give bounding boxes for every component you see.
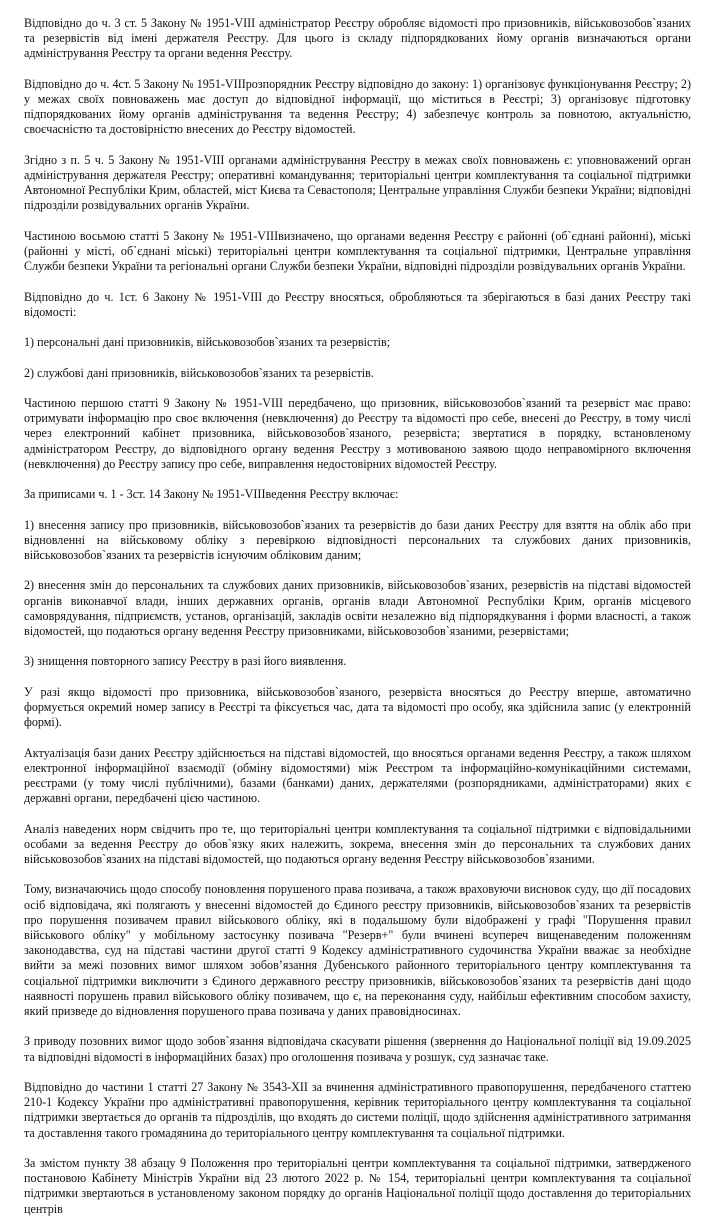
list-item-personal-data: 1) персональні дані призовників, військовозобов`язаних та резервістів; xyxy=(24,335,391,350)
paragraph-police-detention: Відповідно до частини 1 статті 27 Закону № 3543-XII за вчинення адміністративного правопорушення, передбаченого статтею 210-1 Кодексу України про адміністративні правопорушення, керівник територіального центру комплектування та соціальної підтримки звертається до органів та підрозділів, що входять до системи поліції, щодо здійснення адміністративного затримання та доставлення такого громадянина до територіального центру комплектування та соціальної підтримки. xyxy=(24,1079,691,1140)
list-item-service-data: 2) службові дані призовників, військовозобов`язаних та резервістів. xyxy=(24,365,374,380)
paragraph-database-update: Актуалізація бази даних Реєстру здійснюється на підставі відомостей, що вносяться органами ведення Реєстру, а також шляхом електронної інформаційної взаємодії (обміну відомостями) між Реєстром та інформаційно-комунікаційними системами, реєстрами (у тому числі публічними), базами (банками) даних, держателями (розпорядниками, адміністраторами) яких є державні органи, передбачені цією частиною. xyxy=(24,745,691,806)
paragraph-registry-manager: Відповідно до ч. 4ст. 5 Закону № 1951-VIIIрозпорядник Реєстру відповідно до закону: 1) організовує функціонування Реєстру; 2) у межах своїх повноважень має доступ до відповідної інформації, що міститься в Реєстрі; 3) організовує підготовку підпорядкованих йому органів адміністрування та ведення Реєстру; 4) забезпечує контроль за повнотою, актуальністю, своєчасністю та достовірністю внесених до Реєстру відомостей. xyxy=(24,76,691,137)
paragraph-maintenance-includes: За приписами ч. 1 - 3ст. 14 Закону № 1951-VIIIведення Реєстру включає: xyxy=(24,487,399,502)
paragraph-admin-registry: Відповідно до ч. 3 ст. 5 Закону № 1951-VIII адміністратор Реєстру обробляє відомості про призовників, військовозобов`язаних та резервістів від імені держателя Реєстру. Для цього із складу підпорядкованих йому органів визначаються органи адміністрування Реєстру та органи ведення Реєстру. xyxy=(24,16,691,61)
paragraph-first-entry: У разі якщо відомості про призовника, військовозобов`язаного, резервіста вносяться до Реєстру вперше, автоматично формується окремий номер запису в Реєстрі та фіксується час, дата та відомості про особу, яка здійснила запис (у електронній формі). xyxy=(24,684,691,730)
paragraph-admin-bodies: Згідно з п. 5 ч. 5 Закону № 1951-VIII органами адміністрування Реєстру в межах своїх повноважень є: уповноважений орган адміністрування держателя Реєстру; оперативні командування; територіальні центри комплектування та соціальної підтримки Автономної Республіки Крим, областей, міст Києва та Севастополя; Центральне управління Служби безпеки України; відповідні підрозділи розвідувальних органів України. xyxy=(24,152,691,213)
paragraph-registry-contents: Відповідно до ч. 1ст. 6 Закону № 1951-VIII до Реєстру вносяться, обробляються та зберігаються в базі даних Реєстру такі відомості: xyxy=(24,289,691,319)
list-item-duplicate-removal: 3) знищення повторного запису Реєстру в разі його виявлення. xyxy=(24,654,347,669)
paragraph-conscript-rights: Частиною першою статті 9 Закону № 1951-VIII передбачено, що призовник, військовозобов`язаний та резервіст має право: отримувати інформацію про своє включення (невключення) до Реєстру та відомості про себе, внесені до Реєстру, в тому числі через електронний кабінет призовника, військовозобов`язаного, резервіста; звертатися в порядку, встановленому адміністратором Реєстру, до відповідного органу ведення Реєстру з мотивованою заявою щодо неправомірного включення (невключення) до Реєстру запису про себе, виправлення недостовірних відомостей Реєстру. xyxy=(24,395,691,471)
list-item-data-changes: 2) внесення змін до персональних та службових даних призовників, військовозобов`язаних, резервістів на підставі відомостей органів виконавчої влади, інших державних органів, органів влади Автономної Республіки Крим, органів місцевого самоврядування, підприємств, установ, організацій, закладів освіти незалежно від підпорядкування і форми власності, а також відомостей, що подаються органу ведення Реєстру призовниками, військовозобов`язаними, резервістами; xyxy=(24,578,691,638)
paragraph-regulation-tcc: За змістом пункту 38 абзацу 9 Положення про територіальні центри комплектування та соціальної підтримки, затвердженого постановою Кабінету Міністрів України від 23 лютого 2022 р. № 154, територіальні центри комплектування та соціальної підтримки звертаються в установленому законом порядку до органів Національної поліції щодо доставлення до територіальних центрів xyxy=(24,1155,691,1216)
list-item-record-entry: 1) внесення запису про призовників, військовозобов`язаних та резервістів до бази даних Реєстру для взяття на облік або при відновленні на військовому обліку з перевіркою відповідності персональних та службових даних призовників, військовозобов`язаних та резервістів існуючим обліковим даним; xyxy=(24,517,691,562)
paragraph-norms-analysis: Аналіз наведених норм свідчить про те, що територіальні центри комплектування та соціальної підтримки є відповідальними особами за ведення Реєстру до обов`язку яких належить, зокрема, внесення змін до персональних та службових даних військовозобов`язаних на підставі відомостей, що подаються органу ведення Реєстру військовозобов`язаними. xyxy=(24,821,691,866)
paragraph-search-claim: З приводу позовних вимог щодо зобов`язання відповідача скасувати рішення (звернення до Національної поліції від 19.09.2025 та відповідні відомості в інформаційних базах) про оголошення позивача у розшук, суд зазначає таке. xyxy=(24,1034,691,1064)
paragraph-court-remedy: Тому, визначаючись щодо способу поновлення порушеного права позивача, а також враховуючи висновок суду, що дії посадових осіб відповідача, які полягають у внесенні відомостей до Єдиного реєстру призовників, військовозобов`язаних та резервістів про порушення позивачем правил військового обліку, які в подальшому були відображені у графі "Порушення правил військового обліку" у мобільному застосунку позивача "Резерв+" були вчинені всупереч вищенаведеним положенням законодавства, суд на підставі частини другої статті 9 Кодексу адміністративного судочинства України вважає за необхідне вийти за межі позовних вимог шляхом зобов’язання Дубенського районного територіального центру комплектування та соціальної підтримки виключити з Єдиного державного реєстру призовників, військовозобов`язаних та резервістів дані щодо наявності порушень правил військового обліку позивачем, що є, на переконання суду, найбільш ефективним способом захисту, який призведе до відновлення порушеного права позивача у даних правовідносинах. xyxy=(24,882,691,1018)
paragraph-maintenance-bodies: Частиною восьмою статті 5 Закону № 1951-VIIIвизначено, що органами ведення Реєстру є районні (об`єднані районні), міські (районні у місті, об`єднані міські) територіальні центри комплектування та соціальної підтримки, Центральне управління Служби безпеки України та регіональні органи Служби безпеки України, відповідні підрозділи розвідувальних органів України. xyxy=(24,228,691,274)
